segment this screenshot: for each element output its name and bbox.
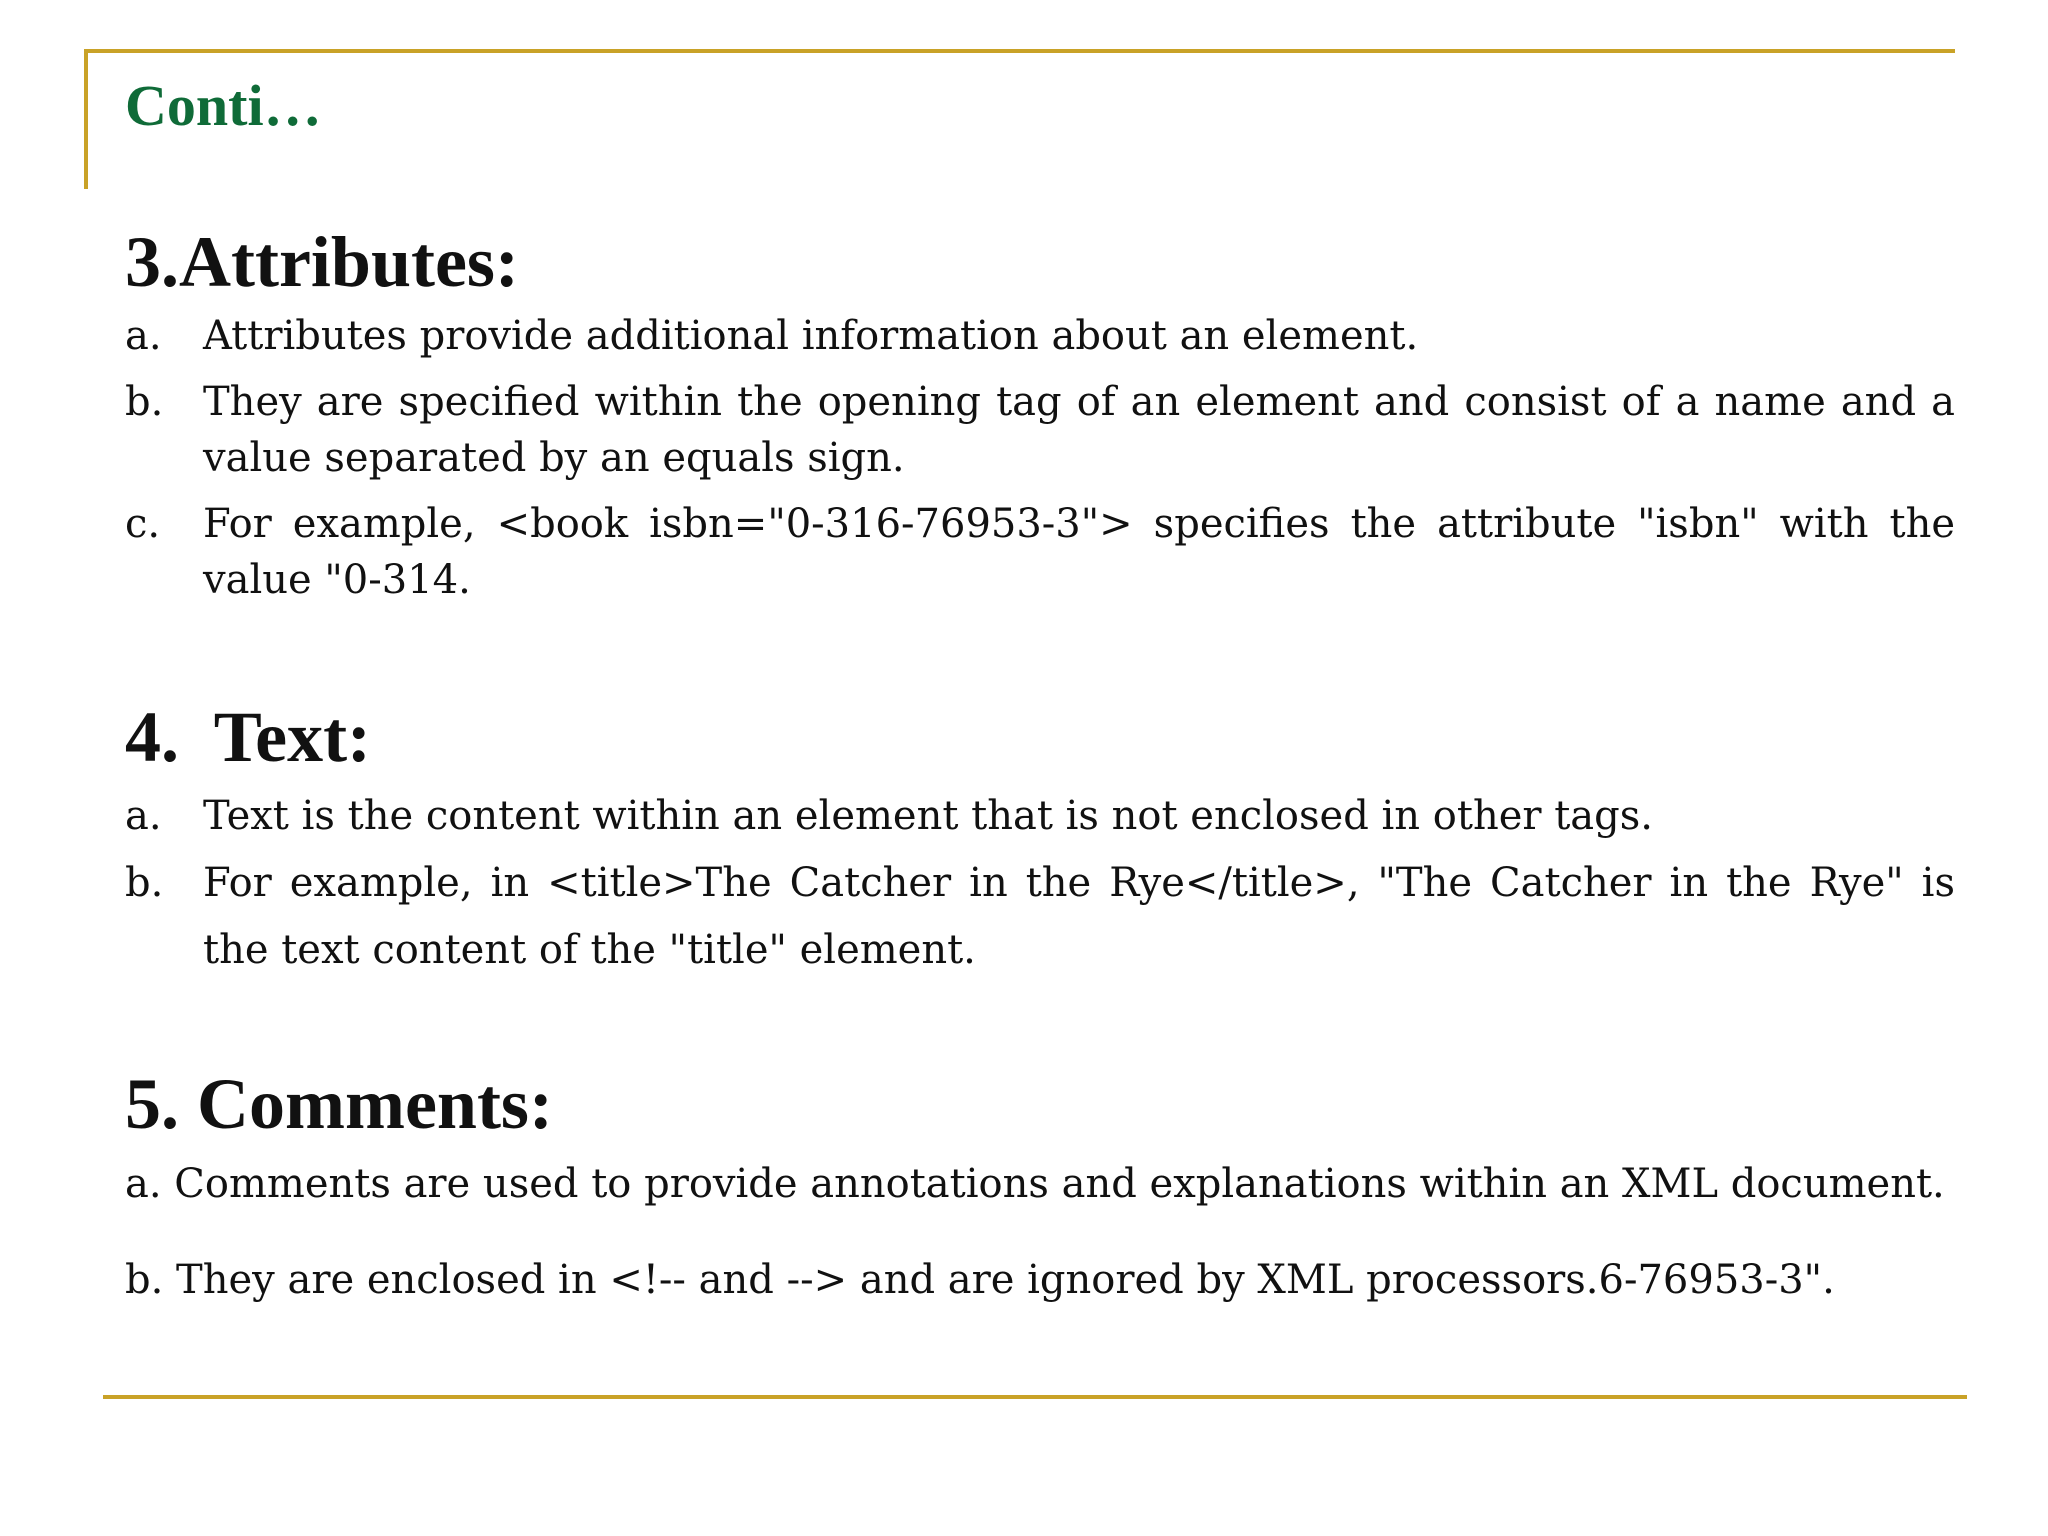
list-item-text: They are enclosed in <!-- and --> and are ignored by XML processors.6-76953-3". (176, 1257, 1835, 1303)
list-marker: b. (125, 379, 164, 425)
list-item (125, 783, 1955, 850)
text-section (125, 695, 1955, 984)
slide-title: Conti… (125, 73, 322, 138)
attributes-list (125, 308, 1955, 608)
comments-heading: 5. Comments: (125, 1064, 553, 1144)
text-heading: 4. Text: (125, 697, 372, 777)
text-list (125, 783, 1955, 984)
list-item-text: They are specified within the opening tag of an element and consist of a name and a value separated by an equals sign. (203, 379, 1955, 481)
list-item-text: Attributes provide additional information about an element. (203, 313, 1419, 359)
list-marker: b. (125, 860, 164, 906)
list-item-text: For example, <book isbn="0-316-76953-3"> specifies the attribute "isbn" with the value "0-314. (203, 501, 1955, 603)
list-marker: a. (125, 793, 162, 839)
list-item-text: For example, in <title>The Catcher in the Rye</title>, "The Catcher in the Rye" is the text content of the "title" element. (203, 860, 1955, 973)
bottom-rule (103, 1395, 1967, 1399)
list-item (125, 374, 1955, 486)
list-marker: b. (125, 1257, 164, 1303)
list-item (125, 496, 1955, 608)
list-item (125, 308, 1955, 364)
list-item (125, 1156, 1955, 1212)
left-rule (84, 49, 88, 189)
comments-section (125, 1062, 1955, 1318)
list-item-text: Text is the content within an element that is not enclosed in other tags. (203, 793, 1653, 839)
top-rule (84, 49, 1955, 53)
attributes-section (125, 220, 1955, 618)
list-item (125, 1252, 1955, 1308)
list-item-text: Comments are used to provide annotations and explanations within an XML document. (174, 1161, 1945, 1207)
list-marker: c. (125, 501, 161, 547)
attributes-heading: 3.Attributes: (125, 222, 519, 302)
list-marker: a. (125, 313, 162, 359)
list-item (125, 850, 1955, 984)
list-marker: a. (125, 1161, 162, 1207)
